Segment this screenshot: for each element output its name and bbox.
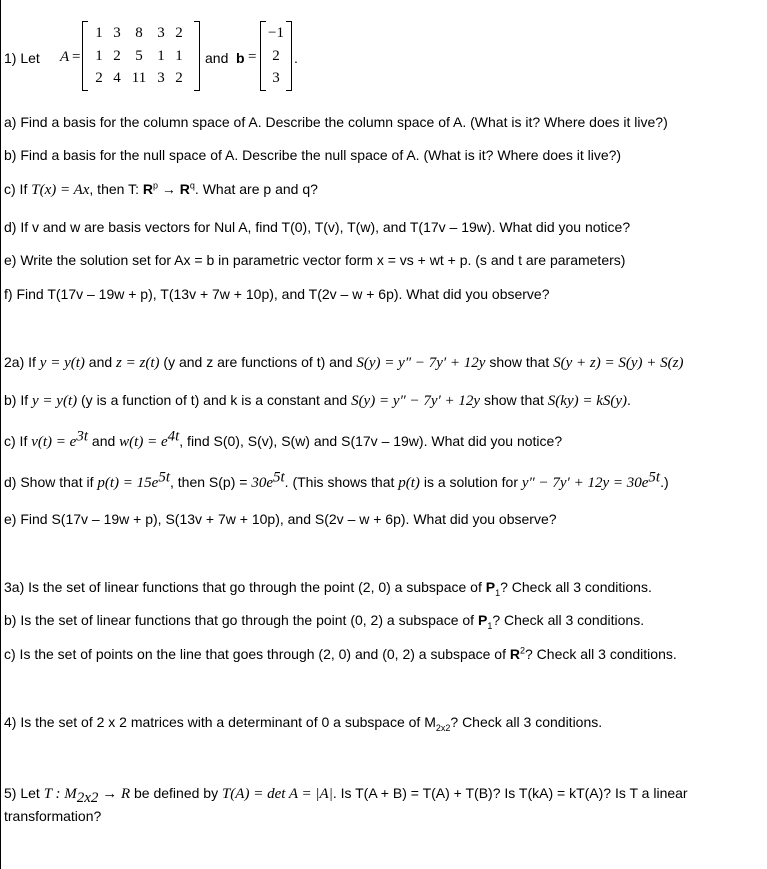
vector-b-row-1 [266,23,286,43]
q1-and-text: and [205,50,229,66]
q2d-line [4,469,669,492]
q2b-mid: (y is a function of t) and k is a constant and [77,392,352,408]
q2b-line [4,391,631,410]
q2b-math-y: y = y(t) [32,393,78,409]
q2a-and: and [84,354,117,370]
q4-prefix: 4) Is the set of 2 x 2 matrices with a determinant of 0 a subspace of M [4,714,436,730]
q2b-math-s: S(y) = y″ − 7y′ + 12y [351,393,481,409]
q3c-R: R [509,646,520,662]
q3c-line [4,645,677,663]
q1-period: . [294,50,298,66]
matrix-cell: 8 [135,25,143,41]
q2d-math-ode: y″ − 7y′ + 12y = 30e [521,475,649,491]
q1c-q-exp: q [189,180,195,191]
q1c-mid: , then T: [89,181,143,197]
q2a-math-claim: S(y + z) = S(y) + S(z) [553,355,684,371]
q2d-exp-2: 5t [273,469,285,486]
q3c-suffix: ? Check all 3 conditions. [525,646,677,662]
q2d-prefix: d) Show that if [4,474,98,490]
q5-math-sub: 2x2 [76,789,99,806]
q5-math-arrow: → R [98,786,131,802]
q2a-line [4,353,683,372]
q1c-math: T(x) = Ax [31,182,90,198]
matrix-a-left-bracket [82,21,88,91]
vector-cell: −1 [268,25,284,41]
vector-b-row-3 [266,68,286,88]
matrix-a-row-1 [90,23,188,43]
left-margin-rule [0,0,1,869]
q3c-sup: 2 [519,645,525,656]
matrix-cell: 2 [175,25,183,41]
q2b-show: show that [480,392,548,408]
matrix-cell: 1 [175,48,183,64]
matrix-cell: 3 [157,25,165,41]
q2c-and: and [88,433,120,449]
q5-prefix: 5) Let [4,785,44,801]
q3c-prefix: c) Is the set of points on the line that goes through (2, 0) and (0, 2) a subspace of [4,646,510,662]
q3b-line [4,611,644,629]
q2d-mid3: is a solution for [419,474,522,490]
q5-line-1 [4,784,688,806]
q1-vector-b-var: b [236,50,245,66]
matrix-a [82,21,200,91]
q2e-text: e) Find S(17v – 19w + p), S(13v + 7w + 10p), and S(2v – w + 6p). What did you observe? [4,511,557,527]
q2a-math-s: S(y) = y″ − 7y′ + 12y [356,355,486,371]
matrix-cell: 3 [113,25,121,41]
arrow-icon: → [158,181,180,197]
q2a-prefix: 2a) If [4,354,36,370]
q1b-text: b) Find a basis for the null space of A. Describe the null space of A. (What is it? Where does it live?) [4,147,622,163]
q1c-p-exp: p [152,180,158,191]
matrix-cell: 5 [135,48,143,64]
q1c-prefix: c) If [4,181,28,197]
vector-b-row-2 [266,46,286,66]
q5-math-det: T(A) = det A = |A| [221,786,333,802]
q2d-mid: , then S(p) = [170,474,252,490]
q2c-line [4,428,563,451]
q5-mid: be defined by [130,785,222,801]
q2a-mid: (y and z are functions of t) and [159,354,357,370]
q2d-exp-1: 5t [158,469,170,486]
q1c-rp: R [142,181,153,197]
q2a-show: show that [485,354,554,370]
q1e-text: e) Write the solution set for Ax = b in parametric vector form x = vs + wt + p. (s and t are parameters) [4,252,626,268]
q1c-rq: R [179,181,190,197]
matrix-cell: 2 [175,70,183,86]
q1f-text: f) Find T(17v – 19w + p), T(13v + 7w + 10p), and T(2v – w + 6p). What did you observe? [4,286,550,302]
q1d-text: d) If v and w are basis vectors for Nul A, find T(0), T(v), T(w), and T(17v – 19w). What did you notice? [4,219,631,235]
q3a-P: P [485,579,496,595]
q1-eq-sign: = [72,49,81,65]
vector-cell: 3 [272,70,280,86]
q2a-math-z: z = z(t) [116,355,160,371]
matrix-a-row-3 [90,68,188,88]
q2b-prefix: b) If [4,392,33,408]
matrix-cell: 1 [157,48,165,64]
vector-b-right-bracket [286,21,292,91]
matrix-a-right-bracket [194,21,200,91]
q2b-math-claim: S(ky) = kS(y) [547,393,628,409]
matrix-cell: 2 [113,48,121,64]
q2c-exp-v: 3t [76,428,89,445]
q3a-line [4,578,652,596]
q2c-prefix: c) If [4,433,32,449]
q3a-prefix: 3a) Is the set of linear functions that go through the point (2, 0) a subspace of [4,579,486,595]
q3a-sub: 1 [495,587,501,598]
matrix-cell: 11 [131,70,147,86]
q3b-prefix: b) Is the set of linear functions that go through the point (0, 2) a subspace of [4,612,478,628]
vector-cell: 2 [272,48,280,64]
matrix-cell: 1 [95,48,103,64]
q2c-exp-w: 4t [167,428,180,445]
q2d-math-p: p(t) = 15e [97,475,159,491]
q5-line-2: transformation? [4,808,102,824]
q2b-end: . [627,392,631,408]
q2c-math-v: v(t) = e [31,434,77,450]
q2d-end: .) [660,474,669,490]
q2c-suffix: , find S(0), S(v), S(w) and S(17v – 19w). What did you notice? [179,433,563,449]
q1-intro-label: 1) Let [4,50,40,66]
matrix-cell: 3 [157,70,165,86]
q2c-math-w: w(t) = e [119,434,168,450]
q1-eq-sign-2: = [248,49,257,65]
matrix-cell: 4 [113,70,121,86]
matrix-a-row-2 [90,46,188,66]
q2d-math-pt: p(t) [398,475,420,491]
q1c-line [4,180,318,199]
q3a-suffix: ? Check all 3 conditions. [500,579,652,595]
q4-sub: 2x2 [435,722,451,733]
q3b-P: P [477,612,488,628]
q2d-exp-3: 5t [648,469,661,486]
matrix-cell: 1 [95,25,103,41]
matrix-cell: 2 [95,70,103,86]
q2d-mid2: . (This shows that [284,474,399,490]
q2d-math-30e: 30e [251,475,273,491]
q4-suffix: ? Check all 3 conditions. [450,714,603,730]
q1c-suffix: . What are p and q? [194,181,318,197]
vector-b [260,21,292,91]
q5-suffix: . Is T(A + B) = T(A) + T(B)? Is T(kA) = kT(A)? Is T a linear [332,785,688,801]
q3b-suffix: ? Check all 3 conditions. [492,612,645,628]
q3b-sub: 1 [487,620,493,631]
q4-line [4,713,602,731]
q5-math-map: T : M [43,786,77,802]
q1a-text: a) Find a basis for the column space of A. Describe the column space of A. (What is it? Where does it live?) [4,114,668,130]
q2a-math-y: y = y(t) [39,355,85,371]
q1-matrix-a-var: A [60,49,70,65]
